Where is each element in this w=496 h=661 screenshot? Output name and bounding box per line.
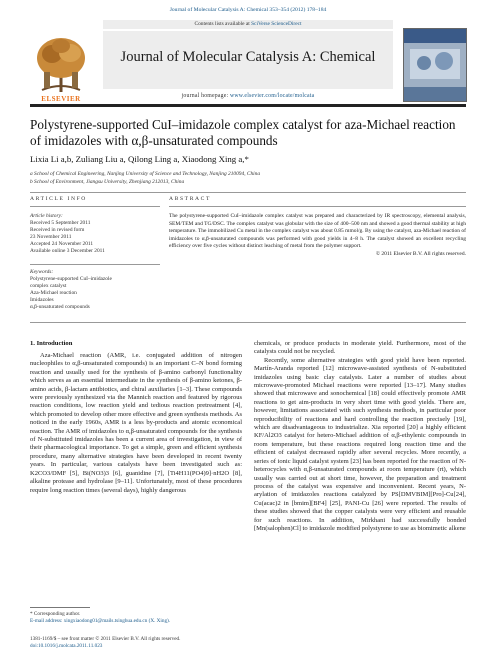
footnotes	[30, 611, 242, 625]
divider	[30, 206, 160, 207]
abstract-copyright: © 2011 Elsevier B.V. All rights reserved.	[375, 250, 466, 257]
history-label: Article history:	[30, 213, 63, 219]
divider	[30, 192, 466, 193]
keyword-item: Aza-Michael reaction	[30, 290, 77, 297]
cover-graphic	[404, 29, 466, 101]
article-history	[30, 213, 160, 256]
history-item: Received 5 September 2011	[30, 220, 91, 227]
footnote-divider	[30, 607, 90, 608]
journal-name[interactable]: Journal of Molecular Catalysis A: Chemical	[120, 49, 376, 65]
abstract-body	[169, 213, 466, 259]
body-paragraph: chemicals, or produce products in moderate yield. Furthermore, most of the catalysts could not be recycled.	[254, 340, 466, 356]
keywords	[30, 269, 160, 312]
header-divider	[30, 104, 466, 107]
keyword-item: α,β-unsaturated compounds	[30, 304, 90, 311]
body-paragraph: Recently, some alternative strategies with good yield have been reported. Martín-Aranda reported [12] microwave-assisted synthesis of N-substituted imidazoles using basic clay catalysts. Later a number of studies about microwave-promoted Michael reactions were reported [13–17]. Many studies showed that microwave and sonochemical [18] could effectively promote AMR reactions to get aim-products in very short time with good yields. There are, however, limitations associated with such synthesis methods, in particular poor reproducibility of reactions and hard controlling the reaction precisely [19], which are disadvantageous to industrialize. Xia reported [20] a highly efficient KF/Al2O3 catalyst for hetero-Michael addition of α,β-ethylenic compounds in room temperature, but these reactions required long reaction time and the efficient of catalyst decreased rapidly after several recycles. More recently, a series of ionic liquid catalyst system [23] has been reported for the reaction of N-heterocycles with α,β-unsaturated compounds at room temperature (rt), which usually was carried out at short time, however, the preparation and treatment process of the catalyst was expensive and inconvenient. Recent years, N-arylation of imidazoles reactions catalyzed by PS[DMVBIM][Pro]-Cu[24], Cu(acac)2 in [bmim][BF4] [25], PANI-Cu [26] were reported. The results of these studies showed that the copper catalysts were very efficient and reusable for such reactions. In addition, Mirkhani had successfully bonded [Mn(salophen)Cl] to imidazole modified polystyrene to use as biomimetic alkene	[254, 356, 466, 532]
homepage-link[interactable]: www.elsevier.com/locate/molcata	[229, 93, 315, 99]
journal-cover-image[interactable]	[403, 28, 467, 102]
body-column-left	[30, 352, 242, 495]
keyword-item: complex catalyst	[30, 283, 67, 290]
body-paragraph: Aza-Michael reaction (AMR, i.e. conjugated addition of nitrogen nucleophiles to α,β-unsaturated compounds) is an important C–N bond forming reaction and usually used for the synthesis of β-amino carbonyl functionality which serves as an essential intermediate in the synthesis of β-amino ketones, β-amino acids, β-lactam antibiotics, and chiral auxiliaries [1–3]. These compounds were previously synthesized via the Mannich reaction and featured by rigorous reaction conditions, low reaction yield and tedious reaction pretreatment [4], which promoted to develop other more effective and green synthesis methods. As noticed in the early 1960s, AMR is a less by-products and atomic economical reaction. The AMR of imidazoles to α,β-unsaturated compounds for the synthesis of N-substituted imidazoles has been a current area of investigation, in view of their pharmacological importance. To get a simple, green and efficient synthesis procedure, many alternative strategies have been developed in recent twenty years. In particular, various catalysts have been investigated such as: K2CO3/DMF [5], Bi(NO3)3 [6], guanidine [7], [Ti4H11(PO4)9]·nH2O [8], alkaline protease and hydrolase [9–11]. Unfortunately, most of these procedures require long reaction times (several days), highly dangerous	[30, 352, 242, 494]
elsevier-tree-logo	[30, 28, 92, 102]
divider	[30, 322, 466, 323]
paper-title	[30, 117, 470, 148]
sciencedirect-link[interactable]: SciVerse ScienceDirect	[251, 21, 302, 27]
author-list[interactable]: Lixia Li a,b, Zuliang Liu a, Qilong Ling a, Xiaodong Xing a,*	[30, 154, 249, 164]
author-email[interactable]: E-mail address: xingxiaodong01@mails.tsinghua.edu.cn (X. Xing).	[30, 617, 171, 624]
contents-available-bar	[103, 20, 393, 29]
affiliation-a: a School of Chemical Engineering, Nanjing University of Science and Technology, Nanjing 210094, China	[30, 171, 261, 177]
history-item: Received in revised form	[30, 227, 85, 234]
journal-homepage	[103, 93, 393, 99]
keywords-label: Keywords:	[30, 269, 54, 275]
page-footer	[30, 636, 242, 650]
affiliation-b: b School of Environment, Jiangsu University, Zhenjiang 212013, China	[30, 179, 185, 185]
article-info-heading: ARTICLE INFO	[30, 196, 87, 202]
keyword-item: Polystyrene-supported CuI–imidazole	[30, 276, 112, 283]
history-item: Accepted 24 November 2011	[30, 241, 94, 248]
abstract-text: The polystyrene-supported CuI–imidazole complex catalyst was prepared and characterized by IR spectroscopy, elemental analysis, SEM/TEM and TG/DSC. The complex catalyst was globular with the size of 400–500 nm and showed a good thermal stability at high temperature. The immobilized Cu metal in the complex catalyst was about 0.85 mmol/g. By using the catalyst, aza-Michael reaction of imidazoles to α,β-unsaturated compounds was performed with good yields in 4–8 h. The catalyst showed an excellent recycling efficiency over five cycles without distinct leaching of metal from the polymer support.	[169, 213, 466, 250]
paper-title-line-2: of imidazoles with α,β-unsaturated compounds	[30, 132, 278, 148]
history-item: 23 November 2011	[30, 234, 72, 241]
abstract-heading: ABSTRACT	[169, 196, 212, 202]
contents-prefix: Contents lists available at	[194, 21, 252, 27]
paper-title-line-1: Polystyrene-supported CuI–imidazole complex catalyst for aza-Michael reaction	[30, 117, 456, 132]
body-column-right	[254, 340, 466, 533]
homepage-prefix: journal homepage:	[181, 93, 230, 99]
history-item: Available online 3 December 2011	[30, 248, 105, 255]
doi-link[interactable]: doi:10.1016/j.molcata.2011.11.023	[30, 642, 103, 649]
divider	[169, 206, 466, 207]
corresponding-author-note: * Corresponding author.	[30, 611, 81, 617]
publisher-name: ELSEVIER	[41, 95, 81, 103]
section-heading: 1. Introduction	[30, 340, 73, 347]
divider	[30, 264, 160, 265]
keyword-item: Imidazoles	[30, 297, 54, 304]
issn-line: 1381-1169/$ – see front matter © 2011 Elsevier B.V. All rights reserved.	[30, 636, 181, 642]
journal-reference[interactable]: Journal of Molecular Catalysis A: Chemical 353–354 (2012) 178–184	[169, 7, 327, 13]
